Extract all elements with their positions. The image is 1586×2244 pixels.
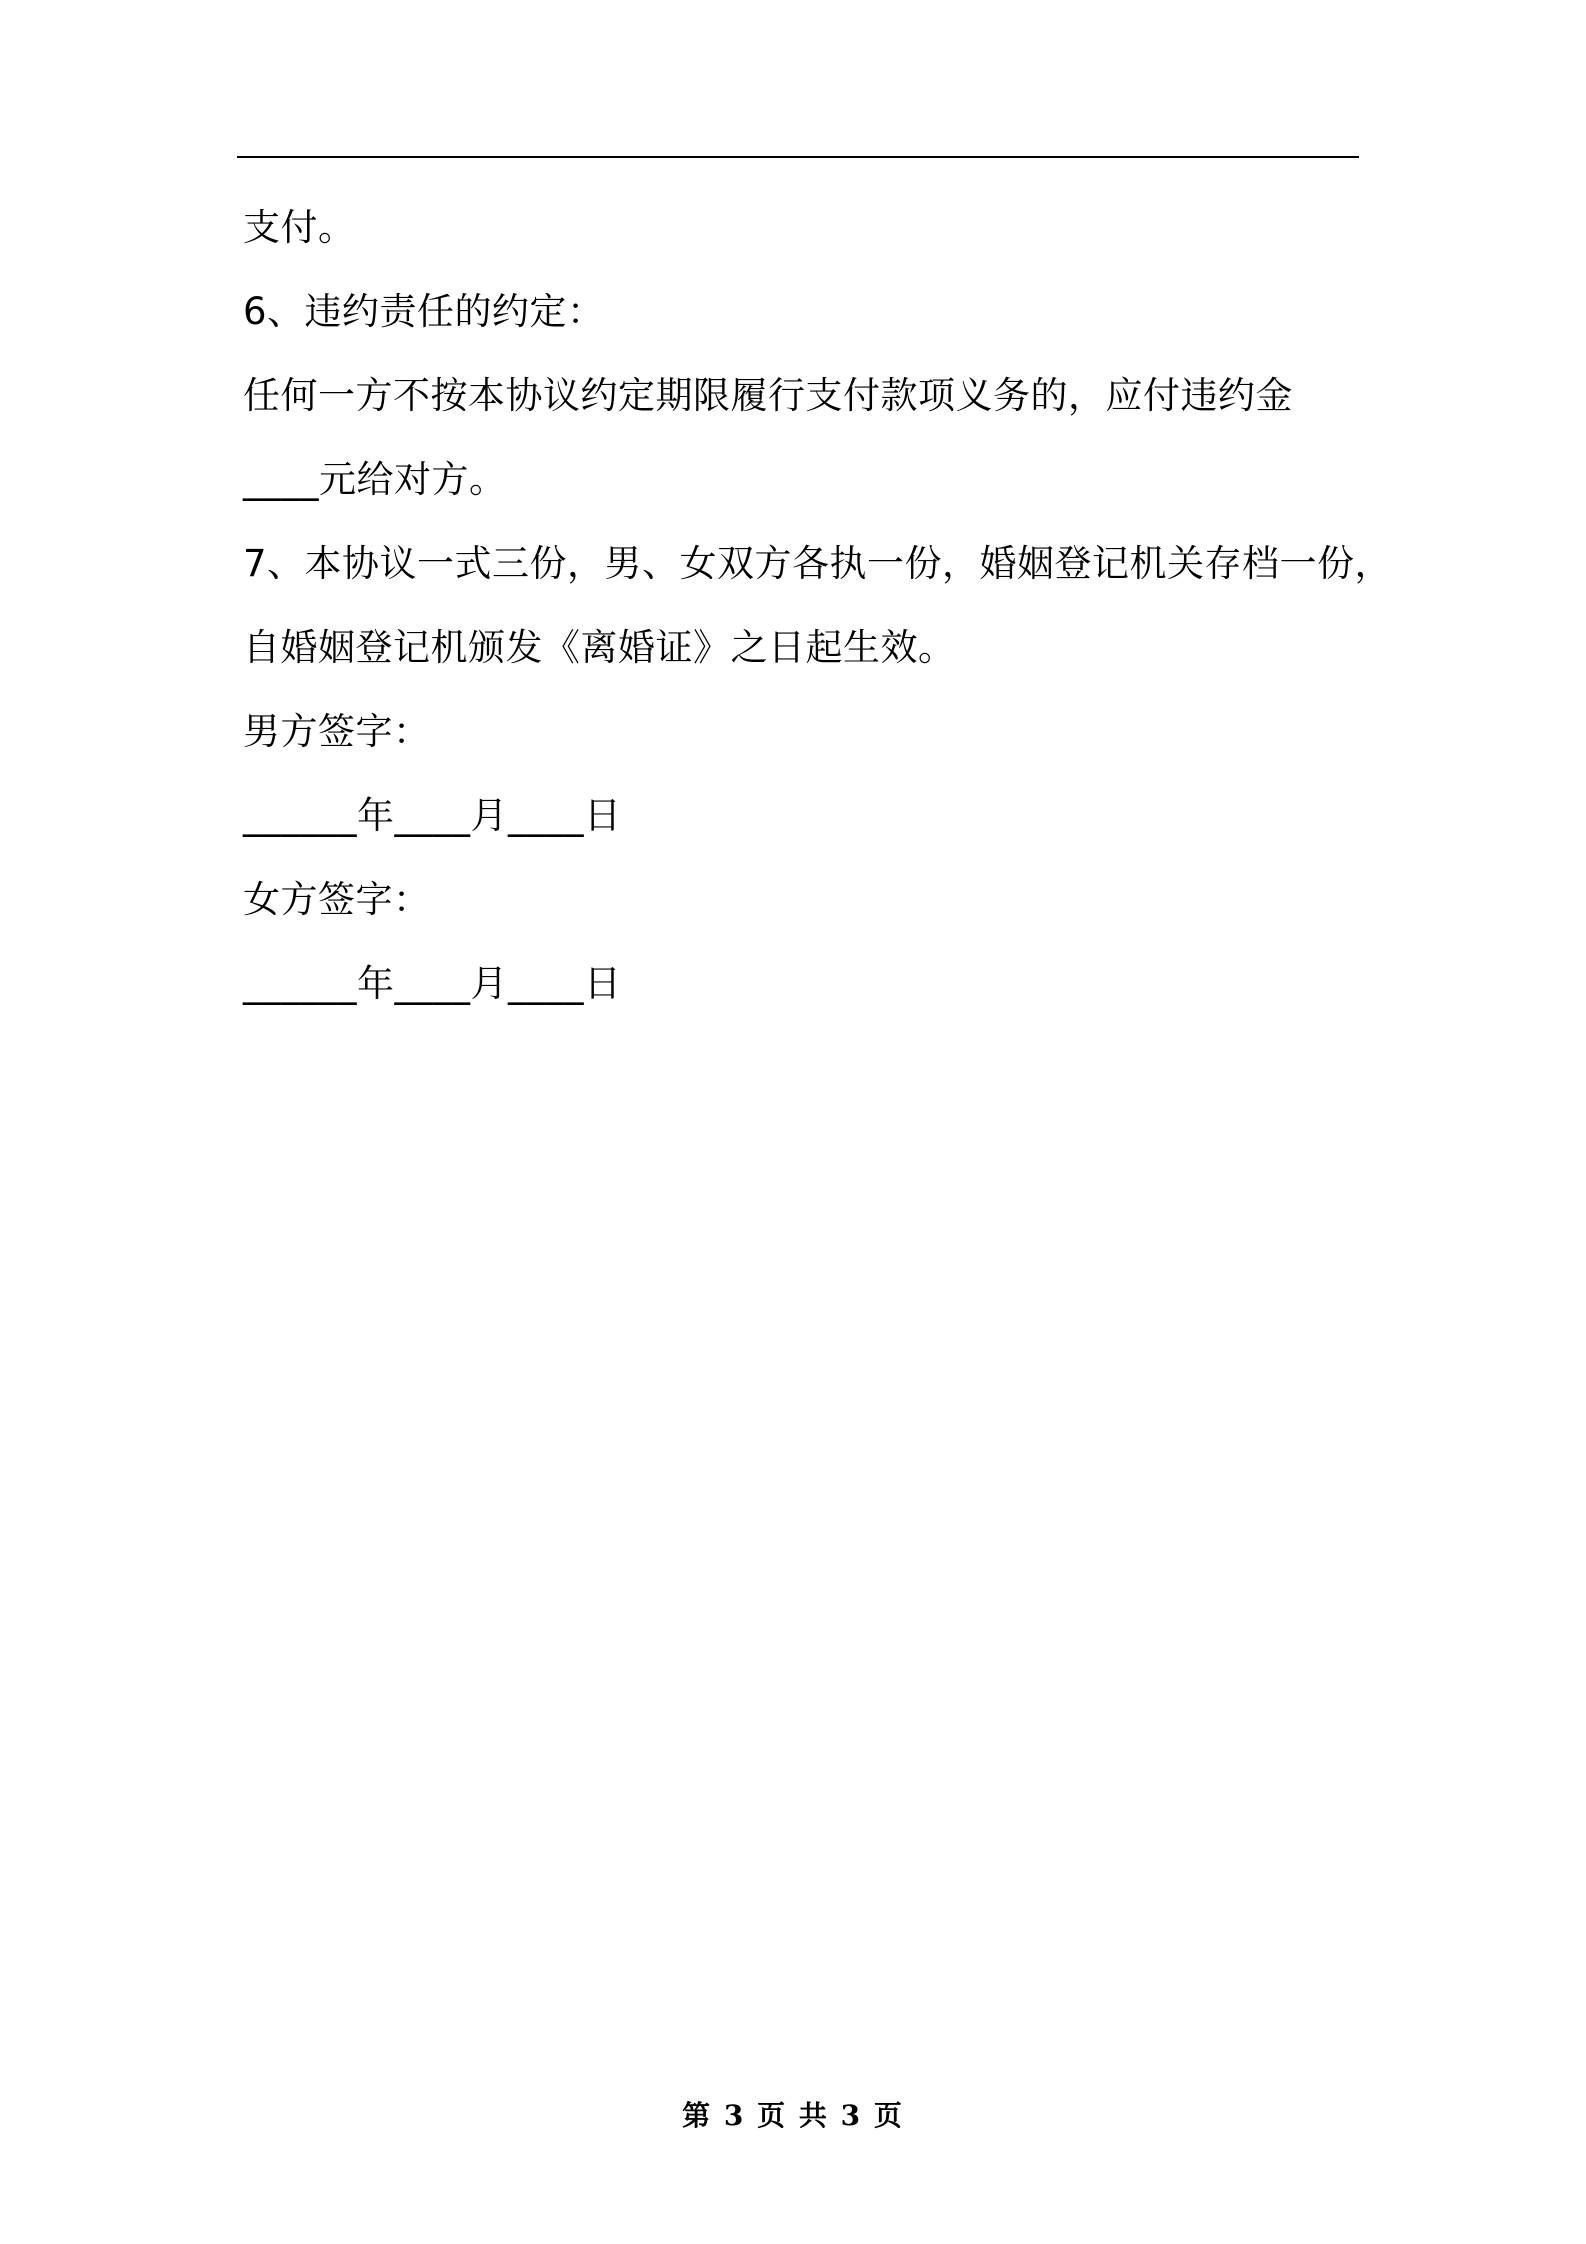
clause-6-text: 任何一方不按本协议约定期限履行支付款项义务的，应付违约金: [243, 374, 1293, 417]
male-signature-label: 男方签字：: [243, 710, 431, 753]
document-body: [243, 198, 1393, 1038]
clause-7-text-cont: 自婚姻登记机颁发《离婚证》之日起生效。: [243, 626, 956, 669]
female-signature-date: ______年____月____日: [243, 962, 622, 1005]
clause-7-text: 7、本协议一式三份，男、女双方各执一份，婚姻登记机关存档一份，: [243, 542, 1393, 585]
text-line-payment-end: 支付。: [243, 206, 356, 249]
clause-6-heading: 6、违约责任的约定：: [243, 290, 605, 333]
male-signature-date: ______年____月____日: [243, 794, 622, 837]
header-rule: [237, 156, 1359, 158]
page-number: 第 3 页 共 3 页: [682, 2099, 904, 2132]
clause-6-text-cont: ____元给对方。: [243, 458, 507, 501]
female-signature-label: 女方签字：: [243, 878, 431, 921]
